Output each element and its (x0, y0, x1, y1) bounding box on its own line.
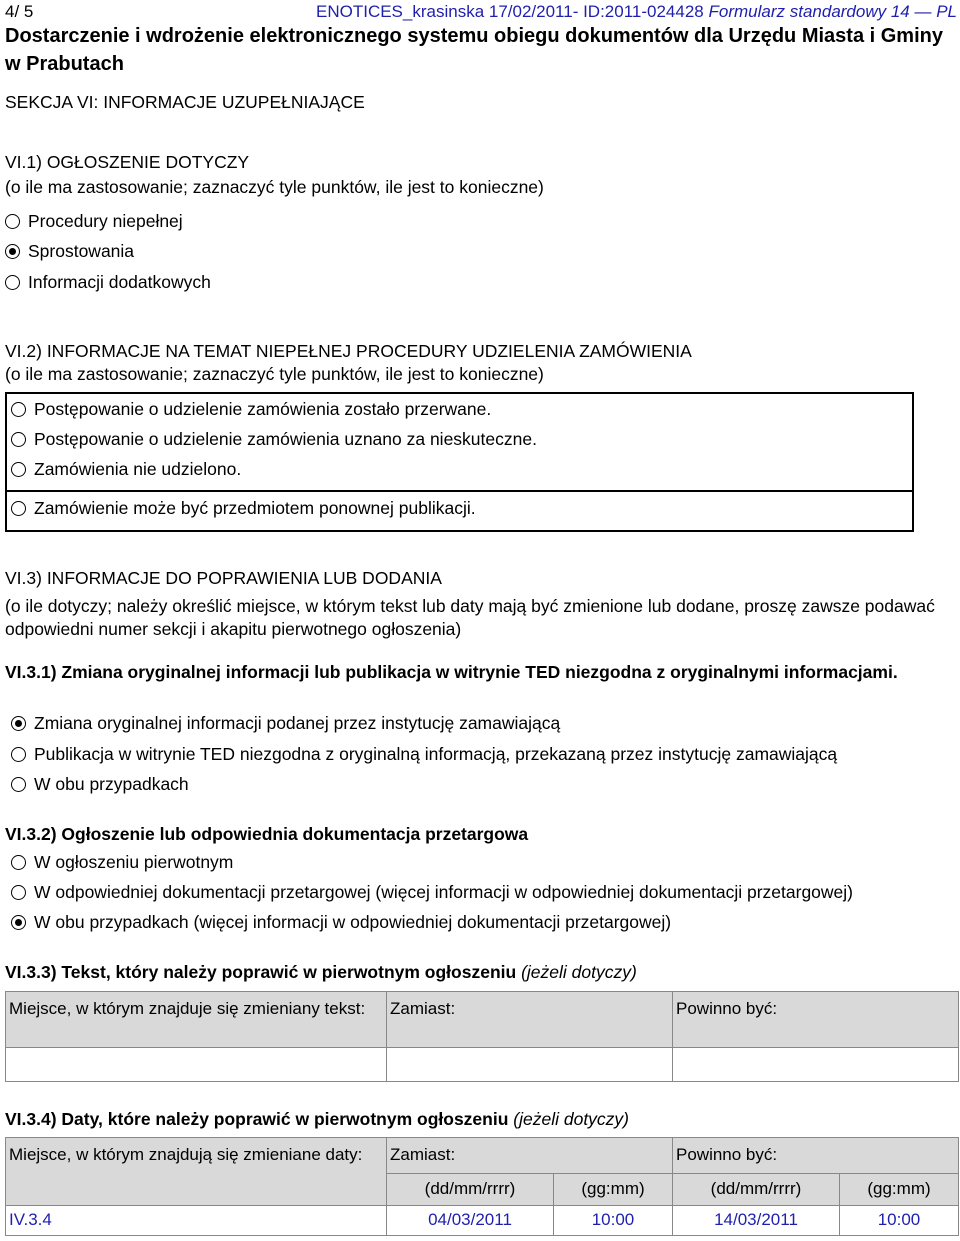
vi33-note: (jeżeli dotyczy) (521, 962, 637, 982)
vi2-option-4 (11, 497, 476, 520)
vi33-col-place: Miejsce, w którym znajduje się zmieniany tekst: (6, 992, 387, 1048)
vi34-heading (5, 1108, 629, 1131)
vi1-subtitle: (o ile ma zastosowanie; zaznaczyć tyle punktów, ile jest to konieczne) (5, 177, 544, 197)
document-title: Dostarczenie i wdrożenie elektronicznego systemu obiegu dokumentów dla Urzędu Miasta i Gminy w Prabutach (5, 25, 943, 75)
radio-button-icon[interactable] (11, 432, 26, 447)
table-row (6, 1206, 959, 1236)
vi34-cell-old-time: 10:00 (554, 1206, 673, 1236)
vi34-cell-new-time: 10:00 (840, 1206, 959, 1236)
radio-button-icon[interactable] (11, 915, 26, 930)
vi2-title: VI.2) INFORMACJE NA TEMAT NIEPEŁNEJ PROCEDURY UDZIELENIA ZAMÓWIENIA (5, 341, 692, 361)
vi32-title: VI.3.2) Ogłoszenie lub odpowiednia dokumentacja przetargowa (5, 824, 529, 844)
vi1-title: VI.1) OGŁOSZENIE DOTYCZY (5, 152, 250, 172)
notice-header-info (316, 1, 957, 23)
option-label: W odpowiedniej dokumentacji przetargowej (więcej informacji w odpowiedniej dokumentacji przetargowej) (34, 882, 854, 902)
vi34-subcol-old-time: (gg:mm) (554, 1174, 673, 1206)
radio-button-icon[interactable] (11, 462, 26, 477)
radio-button-icon[interactable] (11, 855, 26, 870)
radio-button-icon[interactable] (5, 275, 20, 290)
section-heading: SEKCJA VI: INFORMACJE UZUPEŁNIAJĄCE (5, 92, 365, 112)
vi33-title: VI.3.3) Tekst, który należy poprawić w pierwotnym ogłoszeniu (5, 962, 517, 982)
option-label: Zamówienie może być przedmiotem ponownej publikacji. (34, 498, 476, 518)
notice-id: ENOTICES_krasinska 17/02/2011- ID:2011-024428 (316, 2, 704, 21)
vi33-cell-place (6, 1048, 387, 1082)
vi33-cell-should-be (673, 1048, 959, 1082)
option-label: Postępowanie o udzielenie zamówienia uznano za nieskuteczne. (34, 429, 537, 449)
vi31-title: VI.3.1) Zmiana oryginalnej informacji lub publikacja w witrynie TED niezgodna z oryginalnymi informacjami. (5, 662, 898, 682)
vi33-heading (5, 961, 637, 984)
radio-button-icon[interactable] (11, 885, 26, 900)
vi2-subtitle: (o ile ma zastosowanie; zaznaczyć tyle punktów, ile jest to konieczne) (5, 364, 544, 384)
vi34-col-should-be: Powinno być: (673, 1138, 959, 1174)
vi3-title: VI.3) INFORMACJE DO POPRAWIENIA LUB DODANIA (5, 568, 442, 588)
vi33-cell-instead (387, 1048, 673, 1082)
radio-button-icon[interactable] (11, 402, 26, 417)
radio-button-icon[interactable] (5, 214, 20, 229)
vi33-col-should-be: Powinno być: (673, 992, 959, 1048)
vi1-option-3 (5, 271, 211, 294)
vi33-col-instead: Zamiast: (387, 992, 673, 1048)
form-name: Formularz standardowy 14 — PL (708, 2, 957, 21)
vi31-option-3 (11, 773, 189, 796)
option-label: Zmiana oryginalnej informacji podanej przez instytucję zamawiającą (34, 713, 561, 733)
vi34-table (5, 1137, 959, 1236)
option-label: Informacji dodatkowych (28, 272, 211, 292)
vi32-option-3 (11, 911, 671, 934)
option-label: W obu przypadkach (więcej informacji w odpowiedniej dokumentacji przetargowej) (34, 912, 672, 932)
vi3-subtitle: (o ile dotyczy; należy określić miejsce, w którym tekst lub daty mają być zmienione lub dodane, proszę zawsze podawać odpowiedni numer sekcji i akapitu pierwotnego ogłoszenia) (5, 596, 935, 639)
vi32-option-2 (11, 881, 853, 904)
page-header (5, 0, 957, 24)
vi31-option-2 (11, 743, 837, 766)
vi2-option-2 (11, 428, 537, 451)
radio-button-icon[interactable] (11, 501, 26, 516)
option-label: W obu przypadkach (34, 774, 189, 794)
vi1-option-1 (5, 210, 183, 233)
page-number: 4/ 5 (5, 2, 34, 21)
vi34-subcol-new-time: (gg:mm) (840, 1174, 959, 1206)
vi2-option-1 (11, 398, 491, 421)
option-label: Sprostowania (28, 241, 135, 261)
radio-button-icon[interactable] (11, 747, 26, 762)
vi33-table (5, 991, 959, 1082)
vi34-col-instead: Zamiast: (387, 1138, 673, 1174)
vi34-title: VI.3.4) Daty, które należy poprawić w pierwotnym ogłoszeniu (5, 1109, 509, 1129)
option-label: W ogłoszeniu pierwotnym (34, 852, 234, 872)
vi34-cell-place: IV.3.4 (6, 1206, 387, 1236)
option-label: Zamówienia nie udzielono. (34, 459, 242, 479)
vi31-option-1 (11, 712, 560, 735)
option-label: Publikacja w witrynie TED niezgodna z oryginalną informacją, przekazaną przez instytucję zamawiającą (34, 744, 838, 764)
vi34-cell-new-date: 14/03/2011 (673, 1206, 840, 1236)
radio-button-icon[interactable] (5, 244, 20, 259)
radio-button-icon[interactable] (11, 777, 26, 792)
vi34-cell-old-date: 04/03/2011 (387, 1206, 554, 1236)
document-page (5, 0, 957, 1230)
option-label: Postępowanie o udzielenie zamówienia zostało przerwane. (34, 399, 492, 419)
radio-button-icon[interactable] (11, 716, 26, 731)
vi34-col-place: Miejsce, w którym znajdują się zmieniane daty: (6, 1138, 387, 1206)
vi2-box-divider (7, 490, 912, 492)
vi1-option-2 (5, 240, 134, 263)
vi32-option-1 (11, 851, 233, 874)
vi34-subcol-new-date: (dd/mm/rrrr) (673, 1174, 840, 1206)
option-label: Procedury niepełnej (28, 211, 183, 231)
vi34-subcol-old-date: (dd/mm/rrrr) (387, 1174, 554, 1206)
vi2-option-3 (11, 458, 241, 481)
vi34-note: (jeżeli dotyczy) (513, 1109, 630, 1129)
